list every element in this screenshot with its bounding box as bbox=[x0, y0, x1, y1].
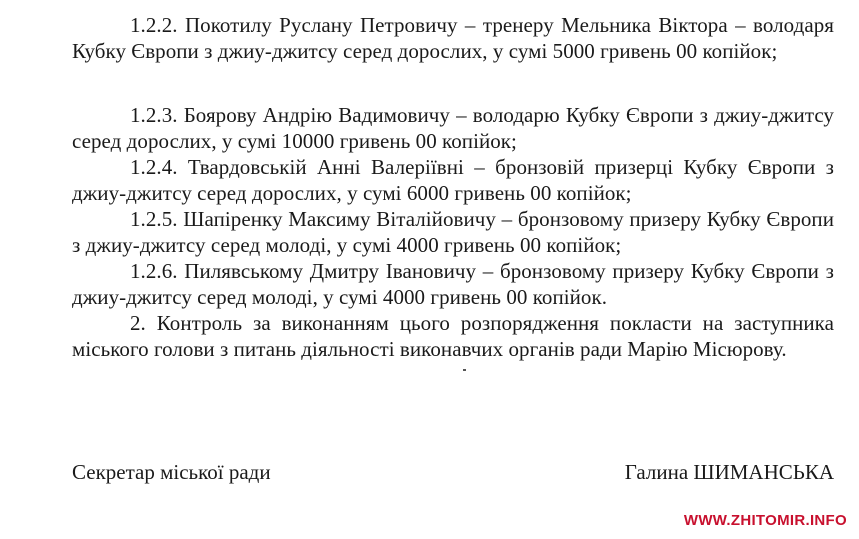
paragraph-text: Шапіренку Максиму Віталійовичу – бронзовому призеру Кубку Європи з джиу-джитсу серед молоді, у сумі 4000 гривень 00 копійок; bbox=[72, 207, 834, 257]
paragraph-number: 1.2.3. bbox=[130, 103, 178, 127]
paragraph-1-2-5 bbox=[72, 206, 834, 258]
paragraph-text: Боярову Андрію Вадимовичу – володарю Кубку Європи з джиу-джитсу серед дорослих, у сумі 10000 гривень 00 копійок; bbox=[72, 103, 834, 153]
scan-speck bbox=[463, 369, 466, 371]
paragraph-number: 2. bbox=[130, 311, 146, 335]
site-watermark: WWW.ZHITOMIR.INFO bbox=[683, 512, 847, 529]
paragraph-text: Пилявському Дмитру Івановичу – бронзовому призеру Кубку Європи з джиу-джитсу серед молоді, у сумі 4000 гривень 00 копійок. bbox=[72, 259, 834, 309]
paragraph-number: 1.2.6. bbox=[130, 259, 178, 283]
paragraph-number: 1.2.5. bbox=[130, 207, 178, 231]
paragraph-1-2-6 bbox=[72, 258, 834, 310]
paragraph-1-2-3 bbox=[72, 102, 834, 154]
paragraph-text: Контроль за виконанням цього розпорядження покласти на заступника міського голови з питань діяльності виконавчих органів ради Марію Місюрову. bbox=[72, 311, 834, 361]
paragraph-text: Твардовській Анні Валеріївні – бронзовій призерці Кубку Європи з джиу-джитсу серед дорослих, у сумі 6000 гривень 00 копійок; bbox=[72, 155, 834, 205]
paragraph-number: 1.2.2. bbox=[130, 13, 178, 37]
paragraph-1-2-4 bbox=[72, 154, 834, 206]
paragraph-2 bbox=[72, 310, 834, 362]
paragraph-text: Покотилу Руслану Петровичу – тренеру Мельника Віктора – володаря Кубку Європи з джиу-джитсу серед дорослих, у сумі 5000 гривень 00 копійок; bbox=[72, 13, 834, 63]
paragraph-1-2-2 bbox=[72, 12, 834, 64]
signatory-position: Секретар міської ради bbox=[72, 460, 271, 484]
signatory-name: Галина ШИМАНСЬКА bbox=[624, 460, 834, 484]
paragraph-number: 1.2.4. bbox=[130, 155, 178, 179]
